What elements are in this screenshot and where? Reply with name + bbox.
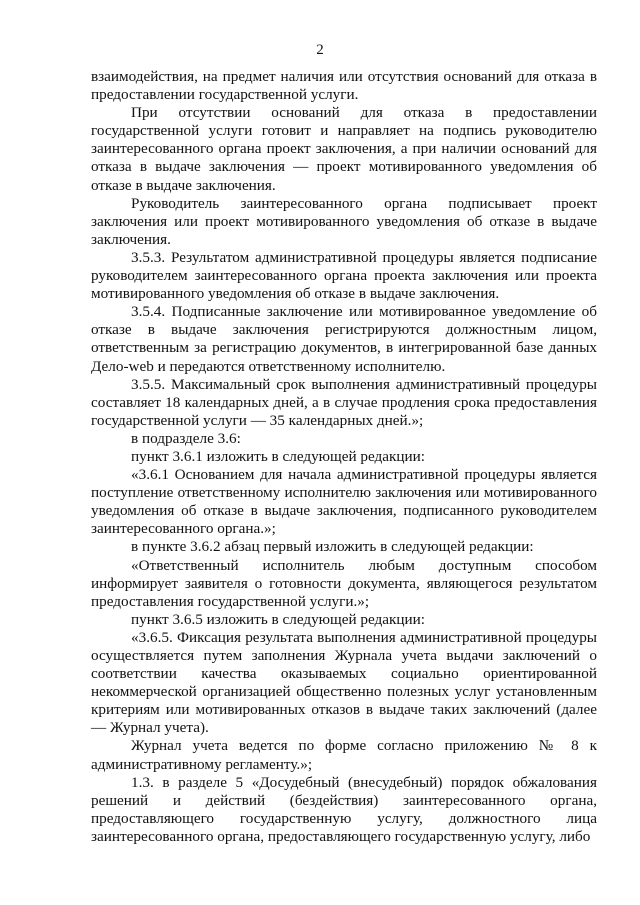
paragraph: в пункте 3.6.2 абзац первый изложить в следующей редакции: — [131, 538, 534, 556]
paragraph: взаимодействия, на предмет наличия или отсутствия оснований для отказа в предоставлении государственной услуги. — [91, 68, 597, 104]
paragraph: Журнал учета ведется по форме согласно приложению № 8 к административному регламенту.»; — [91, 737, 597, 773]
paragraph: пункт 3.6.5 изложить в следующей редакции: — [131, 610, 425, 628]
paragraph: в подразделе 3.6: — [131, 429, 241, 447]
paragraph: 1.3. в разделе 5 «Досудебный (внесудебный) порядок обжалования решений и действий (бездействия) заинтересованного органа, предоставляющего государственную услугу, должностного лица заинтересованного органа, предоставляющего государственную услугу, либо — [91, 773, 597, 845]
paragraph: «3.6.1 Основанием для начала административной процедуры является поступление ответственному исполнителю заключения или мотивированного уведомления об отказе в выдаче заключения, подписанного руководителем заинтересованного органа.»; — [91, 466, 597, 538]
paragraph: При отсутствии оснований для отказа в предоставлении государственной услуги готовит и направляет на подпись руководителю заинтересованного органа проект заключения, а при наличии оснований для отказа в выдаче заключения — проект мотивированного уведомления об отказе в выдаче заключения. — [91, 104, 597, 194]
document-body — [91, 68, 597, 846]
paragraph: 3.5.3. Результатом административной процедуры является подписание руководителем заинтересованного органа проекта заключения или проекта мотивированного уведомления об отказе в выдаче заключения. — [91, 248, 597, 303]
paragraph: 3.5.4. Подписанные заключение или мотивированное уведомление об отказе в выдаче заключения регистрируются должностным лицом, ответственным за регистрацию документов, в интегрированной базе данных Дело-web и передаются ответственному исполнителю. — [91, 303, 597, 375]
paragraph: Руководитель заинтересованного органа подписывает проект заключения или проект мотивированного уведомления об отказе в выдаче заключения. — [91, 194, 597, 248]
paragraph: «Ответственный исполнитель любым доступным способом информирует заявителя о готовности документа, являющегося результатом предоставления государственной услуги.»; — [91, 556, 597, 610]
paragraph: 3.5.5. Максимальный срок выполнения административный процедуры составляет 18 календарных дней, а в случае продления срока предоставления государственной услуги — 35 календарных дней.»; — [91, 375, 597, 429]
paragraph: «3.6.5. Фиксация результата выполнения административной процедуры осуществляется путем заполнения Журнала учета выдачи заключений о соответствии качества оказываемых социально ориентированной некоммерческой организацией общественно полезных услуг установленным критериям или мотивированных отказов в выдаче таких заключений (далее — Журнал учета). — [91, 628, 597, 737]
page-number: 2 — [316, 42, 324, 58]
paragraph: пункт 3.6.1 изложить в следующей редакции: — [131, 447, 425, 465]
